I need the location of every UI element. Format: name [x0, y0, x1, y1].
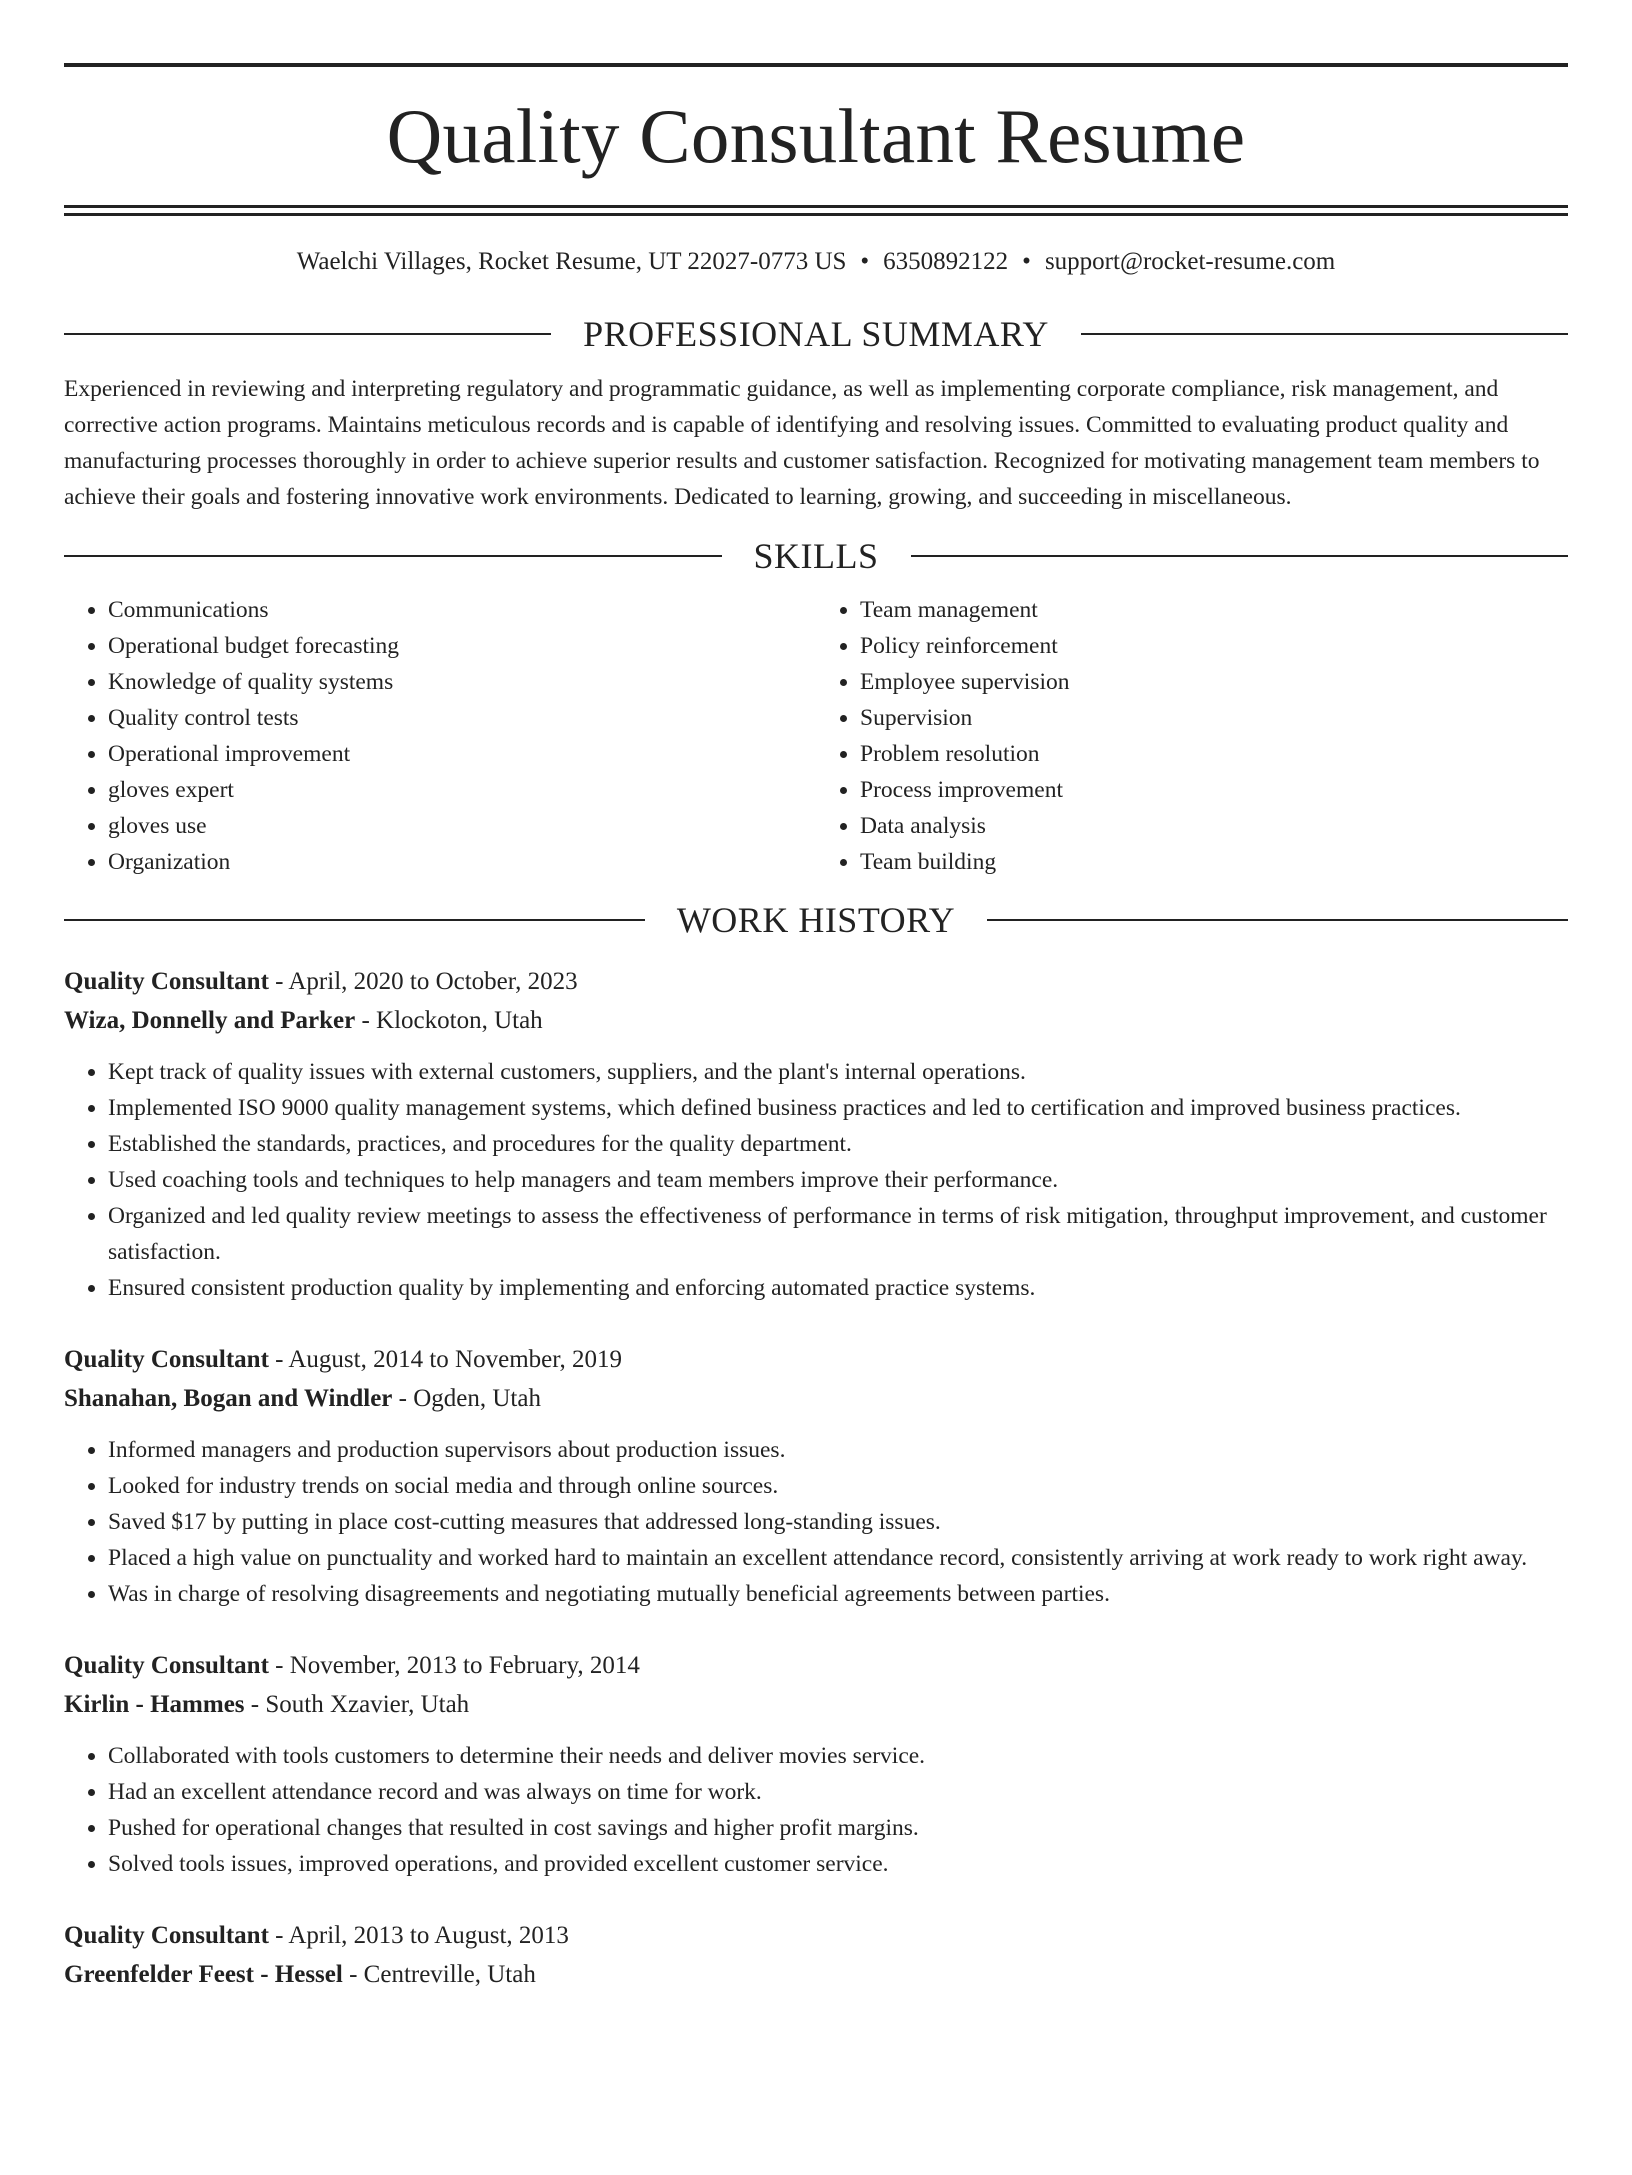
- work-history-list: [64, 962, 1568, 1994]
- heading-rule: [64, 919, 645, 921]
- skill-item: • Problem resolution: [860, 736, 1568, 772]
- skills-columns: [64, 592, 1568, 880]
- job-dates: - April, 2013 to August, 2013: [268, 1922, 569, 1949]
- contact-separator: •: [1022, 248, 1031, 275]
- job-title: Quality Consultant: [64, 1652, 269, 1679]
- job-title-line: [64, 1340, 1568, 1379]
- skill-item: • Quality control tests: [108, 700, 816, 736]
- top-rule: [64, 63, 1568, 67]
- work-heading-label: WORK HISTORY: [676, 900, 956, 940]
- job-duties-list: [64, 1054, 1568, 1306]
- job-location: - Centreville, Utah: [342, 1961, 536, 1988]
- job-location: - Klockoton, Utah: [355, 1007, 543, 1034]
- job-duties-list: [64, 1432, 1568, 1612]
- contact-address: Waelchi Villages, Rocket Resume, UT 22027-0773 US: [296, 248, 847, 275]
- contact-email: support@rocket-resume.com: [1044, 248, 1336, 275]
- skills-heading: [64, 532, 1568, 580]
- job-company-line: [64, 1955, 1568, 1994]
- job-location: - South Xzavier, Utah: [244, 1691, 470, 1718]
- job-location: - Ogden, Utah: [392, 1385, 541, 1412]
- job-title: Quality Consultant: [64, 1346, 269, 1373]
- heading-rule: [987, 919, 1568, 921]
- job-dates: - August, 2014 to November, 2019: [268, 1346, 623, 1373]
- skill-item: • Operational improvement: [108, 736, 816, 772]
- job-entry: [64, 1646, 1568, 1882]
- skill-item: • Data analysis: [860, 808, 1568, 844]
- job-company: Greenfelder Feest - Hessel: [64, 1961, 343, 1988]
- job-duty-item: • Used coaching tools and techniques to help managers and team members improve their performance.: [108, 1162, 1568, 1198]
- summary-heading-label: PROFESSIONAL SUMMARY: [583, 314, 1049, 354]
- contact-phone: 6350892122: [883, 248, 1009, 275]
- skill-item: • Communications: [108, 592, 816, 628]
- skill-item: • Process improvement: [860, 772, 1568, 808]
- job-title: Quality Consultant: [64, 1922, 269, 1949]
- heading-rule: [1081, 333, 1568, 335]
- job-duty-item: • Informed managers and production supervisors about production issues.: [108, 1432, 1568, 1468]
- job-duty-item: • Ensured consistent production quality by implementing and enforcing automated practice systems.: [108, 1270, 1568, 1306]
- job-duty-item: • Organized and led quality review meetings to assess the effectiveness of performance in terms of risk mitigation, throughput improvement, and customer satisfaction.: [108, 1198, 1568, 1270]
- job-company-line: [64, 1685, 1568, 1724]
- skill-item: • Organization: [108, 844, 816, 880]
- job-company: Shanahan, Bogan and Windler: [64, 1385, 393, 1412]
- skills-list-left: [64, 592, 816, 880]
- job-entry: [64, 1916, 1568, 1994]
- summary-text: Experienced in reviewing and interpreting regulatory and programmatic guidance, as well as implementing corporate compliance, risk management, and corrective action programs. Maintains meticulous records and is capable of identifying and resolving issues. Committed to evaluating product quality and manufacturing processes thoroughly in order to achieve superior results and customer satisfaction. Recognized for motivating management team members to achieve their goals and fostering innovative work environments. Dedicated to learning, growing, and succeeding in miscellaneous.: [64, 376, 1540, 510]
- title-double-rule: [64, 205, 1568, 216]
- job-title-line: [64, 962, 1568, 1001]
- skill-item: • gloves use: [108, 808, 816, 844]
- job-entry: [64, 1340, 1568, 1612]
- work-heading: [64, 896, 1568, 944]
- skill-item: • gloves expert: [108, 772, 816, 808]
- skill-item: • Supervision: [860, 700, 1568, 736]
- contact-line: [64, 244, 1568, 280]
- heading-rule: [64, 333, 551, 335]
- job-company-line: [64, 1001, 1568, 1040]
- resume-title: Quality Consultant Resume: [386, 93, 1246, 179]
- job-title-line: [64, 1916, 1568, 1955]
- job-title: Quality Consultant: [64, 968, 269, 995]
- job-duty-item: • Saved $17 by putting in place cost-cutting measures that addressed long-standing issues.: [108, 1504, 1568, 1540]
- skill-item: • Employee supervision: [860, 664, 1568, 700]
- job-entry: [64, 962, 1568, 1306]
- job-company: Wiza, Donnelly and Parker: [64, 1007, 356, 1034]
- job-title-line: [64, 1646, 1568, 1685]
- job-duty-item: • Solved tools issues, improved operations, and provided excellent customer service.: [108, 1846, 1568, 1882]
- summary-heading: [64, 310, 1568, 358]
- skill-item: • Policy reinforcement: [860, 628, 1568, 664]
- skills-heading-label: SKILLS: [753, 536, 879, 576]
- job-duty-item: • Was in charge of resolving disagreements and negotiating mutually beneficial agreements between parties.: [108, 1576, 1568, 1612]
- job-duty-item: • Looked for industry trends on social media and through online sources.: [108, 1468, 1568, 1504]
- skills-list-right: [816, 592, 1568, 880]
- contact-separator: •: [860, 248, 870, 275]
- job-company-line: [64, 1379, 1568, 1418]
- job-duty-item: • Implemented ISO 9000 quality management systems, which defined business practices and led to certification and improved business practices.: [108, 1090, 1568, 1126]
- skill-item: • Team building: [860, 844, 1568, 880]
- job-dates: - November, 2013 to February, 2014: [268, 1652, 640, 1679]
- heading-rule: [911, 555, 1569, 557]
- skill-item: • Team management: [860, 592, 1568, 628]
- job-duty-item: • Collaborated with tools customers to determine their needs and deliver movies service.: [108, 1738, 1568, 1774]
- skill-item: • Knowledge of quality systems: [108, 664, 816, 700]
- job-duty-item: • Placed a high value on punctuality and worked hard to maintain an excellent attendance record, consistently arriving at work ready to work right away.: [108, 1540, 1568, 1576]
- job-dates: - April, 2020 to October, 2023: [268, 968, 578, 995]
- heading-rule: [64, 555, 722, 557]
- job-duties-list: [64, 1738, 1568, 1882]
- job-duty-item: • Kept track of quality issues with external customers, suppliers, and the plant's internal operations.: [108, 1054, 1568, 1090]
- skill-item: • Operational budget forecasting: [108, 628, 816, 664]
- job-duty-item: • Had an excellent attendance record and was always on time for work.: [108, 1774, 1568, 1810]
- resume-page: [0, 63, 1632, 1994]
- job-company: Kirlin - Hammes: [64, 1691, 245, 1718]
- job-duty-item: • Established the standards, practices, and procedures for the quality department.: [108, 1126, 1568, 1162]
- job-duty-item: • Pushed for operational changes that resulted in cost savings and higher profit margins.: [108, 1810, 1568, 1846]
